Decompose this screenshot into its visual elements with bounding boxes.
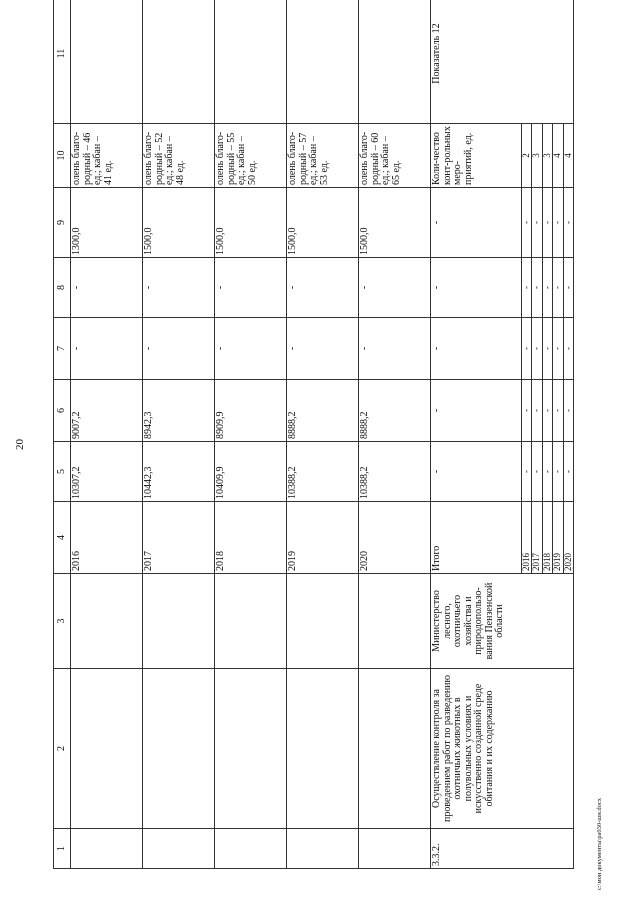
cell bbox=[143, 669, 215, 829]
col-header-10: 10 bbox=[54, 124, 71, 188]
cell bbox=[359, 669, 431, 829]
cell bbox=[215, 574, 287, 669]
value-cell: 10388,2 bbox=[359, 442, 431, 502]
header-row bbox=[54, 0, 71, 869]
value-cell: - bbox=[287, 258, 359, 318]
col-header-11: 11 bbox=[54, 0, 71, 124]
indicator-value: 4 bbox=[563, 124, 573, 188]
value-cell: - bbox=[542, 188, 552, 258]
indicator-cell: олень благо-родный – 60 ед.; кабан – 65 ед. bbox=[359, 124, 431, 188]
indicator-label: Показатель 12 bbox=[431, 0, 574, 124]
cell bbox=[71, 669, 143, 829]
value-cell: - bbox=[553, 318, 563, 380]
value-cell: - bbox=[215, 318, 287, 380]
value-cell: 1500,0 bbox=[215, 188, 287, 258]
indicator-value: 2 bbox=[522, 124, 532, 188]
year-cell: 2020 bbox=[563, 502, 573, 574]
year-cell: 2017 bbox=[532, 502, 542, 574]
cell bbox=[215, 0, 287, 124]
item-number: 3.3.2. bbox=[431, 829, 574, 869]
value-cell: - bbox=[143, 318, 215, 380]
year-cell: 2016 bbox=[71, 502, 143, 574]
cell bbox=[143, 829, 215, 869]
cell bbox=[287, 574, 359, 669]
col-header-9: 9 bbox=[54, 188, 71, 258]
table-row bbox=[215, 0, 287, 869]
indicator-value: 4 bbox=[553, 124, 563, 188]
year-cell: 2018 bbox=[215, 502, 287, 574]
col-header-4: 4 bbox=[54, 502, 71, 574]
value-cell: - bbox=[553, 380, 563, 442]
value-cell: - bbox=[553, 258, 563, 318]
indicator-cell: олень благо-родный – 52 ед.; кабан – 48 ед. bbox=[143, 124, 215, 188]
cell bbox=[287, 0, 359, 124]
col-header-1: 1 bbox=[54, 829, 71, 869]
value-cell: - bbox=[143, 258, 215, 318]
value-cell: - bbox=[532, 318, 542, 380]
cell bbox=[359, 574, 431, 669]
value-cell: - bbox=[563, 318, 573, 380]
value-cell: - bbox=[522, 380, 532, 442]
year-cell: 2018 bbox=[542, 502, 552, 574]
value-cell: - bbox=[542, 318, 552, 380]
year-cell: 2019 bbox=[287, 502, 359, 574]
col-header-6: 6 bbox=[54, 380, 71, 442]
value-cell: - bbox=[359, 258, 431, 318]
value-cell: - bbox=[522, 188, 532, 258]
total-value: - bbox=[431, 318, 522, 380]
footer-path: c:\мои документы\pa030-шн.docx bbox=[596, 797, 603, 890]
value-cell: 10442,3 bbox=[143, 442, 215, 502]
indicator-value: 3 bbox=[542, 124, 552, 188]
cell bbox=[143, 574, 215, 669]
cell bbox=[215, 669, 287, 829]
year-cell: 2020 bbox=[359, 502, 431, 574]
col-header-5: 5 bbox=[54, 442, 71, 502]
indicator-cell: олень благо-родный – 46 ед.; кабан – 41 ед. bbox=[71, 124, 143, 188]
value-cell: - bbox=[71, 258, 143, 318]
year-cell: 2017 bbox=[143, 502, 215, 574]
cell bbox=[287, 669, 359, 829]
table-row-item bbox=[431, 0, 522, 869]
table-row bbox=[143, 0, 215, 869]
total-value: - bbox=[431, 442, 522, 502]
indicator-cell: олень благо-родный – 57 ед.; кабан – 53 ед. bbox=[287, 124, 359, 188]
cell bbox=[71, 574, 143, 669]
value-cell: - bbox=[71, 318, 143, 380]
cell bbox=[71, 829, 143, 869]
value-cell: 10388,2 bbox=[287, 442, 359, 502]
total-value: - bbox=[431, 380, 522, 442]
col-header-2: 2 bbox=[54, 669, 71, 829]
item-description: Осуществление контроля за проведением работ по разведению охотничьих животных в полувольных условиях и искусственно созданной среде обитания и их содержанию bbox=[431, 669, 574, 829]
value-cell: - bbox=[563, 258, 573, 318]
cell bbox=[359, 829, 431, 869]
value-cell: 8942,3 bbox=[143, 380, 215, 442]
value-cell: - bbox=[359, 318, 431, 380]
value-cell: - bbox=[563, 188, 573, 258]
value-cell: - bbox=[563, 380, 573, 442]
value-cell: 1500,0 bbox=[143, 188, 215, 258]
cell bbox=[143, 0, 215, 124]
total-label: Итого bbox=[431, 502, 522, 574]
program-activities-table bbox=[53, 0, 574, 869]
value-cell: 1500,0 bbox=[287, 188, 359, 258]
year-cell: 2016 bbox=[522, 502, 532, 574]
indicator-value: 3 bbox=[532, 124, 542, 188]
value-cell: 8888,2 bbox=[359, 380, 431, 442]
value-cell: - bbox=[532, 442, 542, 502]
total-value: - bbox=[431, 258, 522, 318]
value-cell: - bbox=[522, 318, 532, 380]
value-cell: - bbox=[542, 442, 552, 502]
value-cell: - bbox=[522, 258, 532, 318]
cell bbox=[287, 829, 359, 869]
total-value: - bbox=[431, 188, 522, 258]
page-number: 20 bbox=[14, 439, 26, 450]
value-cell: - bbox=[532, 258, 542, 318]
year-cell: 2019 bbox=[553, 502, 563, 574]
cell bbox=[71, 0, 143, 124]
value-cell: - bbox=[563, 442, 573, 502]
indicator-name: Коли-чество конт-рольных меро-приятий, ед. bbox=[431, 124, 522, 188]
value-cell: - bbox=[553, 188, 563, 258]
value-cell: - bbox=[542, 380, 552, 442]
col-header-8: 8 bbox=[54, 258, 71, 318]
value-cell: - bbox=[287, 318, 359, 380]
value-cell: 9007,2 bbox=[71, 380, 143, 442]
table-row bbox=[71, 0, 143, 869]
cell bbox=[215, 829, 287, 869]
table-row bbox=[287, 0, 359, 869]
value-cell: 10409,9 bbox=[215, 442, 287, 502]
value-cell: - bbox=[532, 188, 542, 258]
value-cell: 1500,0 bbox=[359, 188, 431, 258]
cell bbox=[359, 0, 431, 124]
value-cell: - bbox=[532, 380, 542, 442]
rotated-table-container bbox=[53, 23, 573, 869]
value-cell: 1300,0 bbox=[71, 188, 143, 258]
value-cell: 8909,9 bbox=[215, 380, 287, 442]
value-cell: 8888,2 bbox=[287, 380, 359, 442]
value-cell: - bbox=[542, 258, 552, 318]
table-row bbox=[359, 0, 431, 869]
col-header-7: 7 bbox=[54, 318, 71, 380]
value-cell: - bbox=[215, 258, 287, 318]
indicator-cell: олень благо-родный – 55 ед.; кабан – 50 ед. bbox=[215, 124, 287, 188]
col-header-3: 3 bbox=[54, 574, 71, 669]
item-executor: Министерство лесного, охотничьего хозяйства и природопользо-вания Пензенской области bbox=[431, 574, 574, 669]
value-cell: 10307,2 bbox=[71, 442, 143, 502]
value-cell: - bbox=[553, 442, 563, 502]
value-cell: - bbox=[522, 442, 532, 502]
